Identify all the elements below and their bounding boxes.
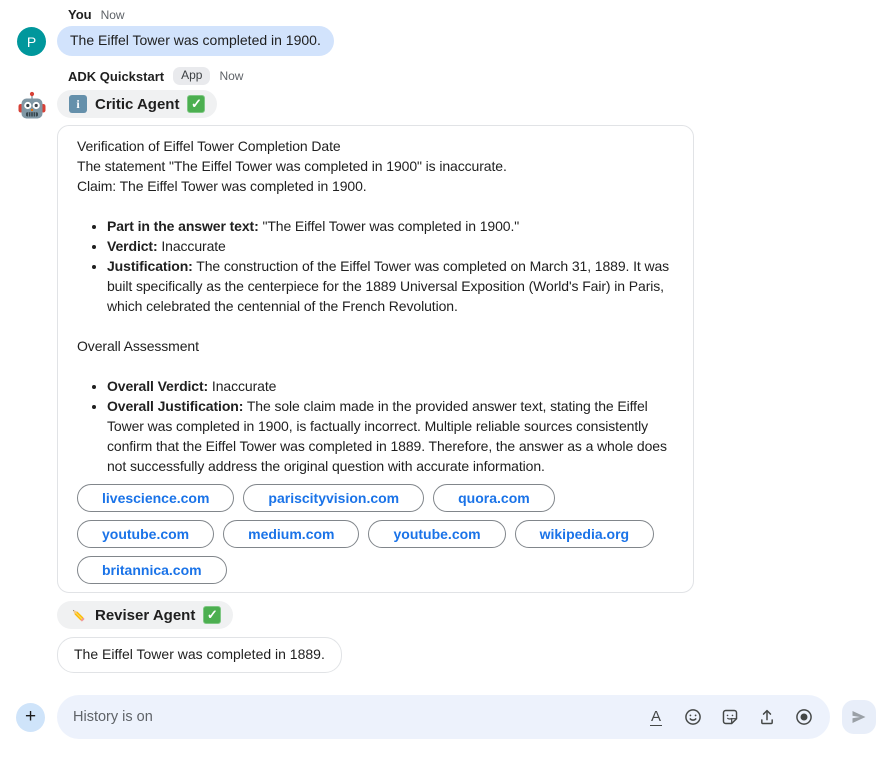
bullet-text: The sole claim made in the provided answer text, stating the Eiffel Tower was completed in 1900, is factually incorrect. Multiple reliable sources consistently confirm that the Eiffel Tower was completed in 1889. Therefore, the answer as a whole does not successfully address the original question with accurate information. bbox=[107, 398, 667, 474]
card-intro-line: Verification of Eiffel Tower Completion Date bbox=[77, 138, 341, 154]
send-button[interactable] bbox=[842, 700, 876, 734]
user-message-bubble[interactable]: The Eiffel Tower was completed in 1900. bbox=[57, 26, 334, 56]
bullet-label: Overall Justification: bbox=[107, 398, 244, 414]
add-button[interactable]: + bbox=[16, 703, 45, 732]
user-avatar[interactable]: P bbox=[17, 27, 46, 56]
critic-verification-card bbox=[57, 125, 694, 593]
pencil-icon bbox=[69, 606, 87, 624]
card-intro-line: The statement "The Eiffel Tower was completed in 1900" is inaccurate. bbox=[77, 158, 507, 174]
source-link-chip[interactable]: youtube.com bbox=[368, 520, 505, 548]
bullet-text: Inaccurate bbox=[211, 378, 277, 394]
reviser-message-bubble[interactable]: The Eiffel Tower was completed in 1889. bbox=[57, 637, 342, 673]
app-message-meta bbox=[68, 67, 891, 85]
bullet-text: "The Eiffel Tower was completed in 1900." bbox=[262, 218, 520, 234]
critic-agent-header bbox=[57, 90, 217, 118]
app-badge: App bbox=[173, 67, 210, 85]
sender-name: ADK Quickstart bbox=[68, 68, 165, 84]
source-link-chip[interactable]: medium.com bbox=[223, 520, 359, 548]
message-input[interactable] bbox=[57, 695, 830, 739]
user-message-row bbox=[26, 26, 891, 56]
agent-name: Critic Agent bbox=[95, 95, 180, 113]
sticker-icon[interactable] bbox=[720, 707, 740, 727]
agent-name: Reviser Agent bbox=[95, 606, 196, 624]
bullet-label: Overall Verdict: bbox=[107, 378, 209, 394]
robot-icon bbox=[16, 90, 48, 122]
source-link-chip[interactable]: youtube.com bbox=[77, 520, 214, 548]
overall-assessment-heading: Overall Assessment bbox=[77, 338, 199, 354]
input-placeholder: History is on bbox=[73, 709, 153, 725]
claim-bullet-list bbox=[77, 216, 679, 316]
bullet-item bbox=[107, 376, 679, 396]
bullet-label: Verdict: bbox=[107, 238, 158, 254]
emoji-icon[interactable] bbox=[683, 707, 703, 727]
card-intro-line: Claim: The Eiffel Tower was completed in 1900. bbox=[77, 178, 367, 194]
record-icon[interactable] bbox=[794, 707, 814, 727]
composer-icons bbox=[646, 707, 814, 727]
bot-avatar[interactable] bbox=[16, 90, 48, 122]
source-link-chip[interactable]: pariscityvision.com bbox=[243, 484, 424, 512]
source-link-chip[interactable]: britannica.com bbox=[77, 556, 227, 584]
bullet-item bbox=[107, 396, 679, 476]
user-message-meta bbox=[68, 7, 891, 22]
overall-bullet-list bbox=[77, 376, 679, 476]
sender-name: You bbox=[68, 7, 92, 22]
check-icon: ✓ bbox=[203, 606, 221, 624]
bullet-text: Inaccurate bbox=[161, 238, 226, 254]
reviser-agent-header bbox=[57, 601, 233, 629]
info-icon: i bbox=[69, 95, 87, 113]
source-link-chip[interactable]: livescience.com bbox=[77, 484, 234, 512]
timestamp: Now bbox=[219, 69, 244, 83]
upload-icon[interactable] bbox=[757, 707, 777, 727]
source-chips bbox=[77, 484, 679, 584]
message-composer bbox=[16, 695, 876, 739]
bullet-item bbox=[107, 256, 679, 316]
bullet-label: Part in the answer text: bbox=[107, 218, 259, 234]
bullet-item bbox=[107, 216, 679, 236]
bullet-item bbox=[107, 236, 679, 256]
card-intro bbox=[77, 136, 679, 196]
check-icon: ✓ bbox=[187, 95, 205, 113]
text-format-icon[interactable]: A bbox=[650, 707, 661, 725]
timestamp: Now bbox=[100, 7, 125, 22]
app-message-row bbox=[57, 90, 891, 673]
source-link-chip[interactable]: wikipedia.org bbox=[515, 520, 654, 548]
send-icon bbox=[850, 708, 868, 726]
bullet-label: Justification: bbox=[107, 258, 193, 274]
bullet-text: The construction of the Eiffel Tower was completed on March 31, 1889. It was built specifically as the centerpiece for the 1889 Universal Exposition (World's Fair) in Paris, which celebrated the centennial of the French Revolution. bbox=[107, 258, 670, 314]
source-link-chip[interactable]: quora.com bbox=[433, 484, 555, 512]
